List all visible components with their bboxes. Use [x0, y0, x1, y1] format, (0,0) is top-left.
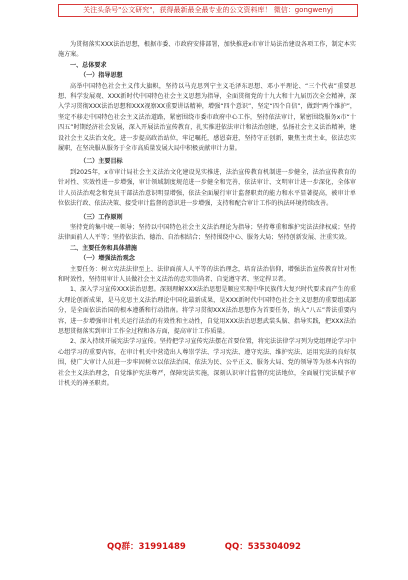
intro-paragraph: 为贯彻落实XXX法治思想，根据市委、市政府安排部署，加快推进x市审计局法治建设各项工作，制定本实施方案。 — [58, 41, 356, 59]
paragraph-task-2: 2、深入持续开展宪法学习宣传。坚持把学习宣传宪法摆在首要位置，将宪法法律学习列为党组理论学习中心组学习的重要内容，在审计机关中营造出人尊崇学法、学习宪法、遵守宪法、维护宪法、运用宪法的良好氛围，使广大审计人员进一步牢固树立以依法治国、依法为民、公平正义、服务大局、党的领导等为基本内容的社会主义法治理念，自觉维护宪法尊严，保障宪法实施，深刻认识审计监督的宪法地位，全面履行宪法赋予审计机关的神圣职责。 — [58, 338, 356, 387]
subheading-main-goals: （二）主要目标 — [80, 158, 123, 166]
subheading-rule-of-law: （一）增强法治观念 — [80, 255, 135, 263]
subheading-guiding-thought: （一）指导思想 — [80, 72, 123, 80]
header-banner[interactable]: 关注头条号"公文研究"，获得最新最全最专业的公文资料库！ 微信：gongwenyj — [58, 4, 358, 17]
paragraph-main-goals: 到2025年，x市审计局社会主义法治文化建设见实推进，法治宣传教育机制进一步健全，法治宣传教育的针对性、实效性进一步增强，审计领域制度规范进一步健全和完善，依法审计、文明审计进一步深化，全体审计人员法治观念和党员干部法治意识明显增强，依法全面履行审计监督职责的能力和水平显著提高，被审计单位依法行政、依法决策、接受审计监督的意识进一步增强，支持和配合审计工作的执法环境持续改善。 — [58, 168, 356, 208]
footer-contacts — [0, 540, 408, 552]
section-heading-2: 二、主要任务和具体措施 — [70, 244, 138, 252]
footer-qq-1: QQ群：31991489 — [107, 542, 186, 552]
subheading-principles: （三）工作原则 — [80, 213, 123, 221]
paragraph-guiding-thought: 高举中国特色社会主义伟大旗帜，坚持以马克思列宁主义毛泽东思想、邓小平理论、“三个代表”重要思想、科学发展观、XXX新时代中国特色社会主义思想为指导，全面贯彻党的十九大和十九届历次全会精神，深入学习贯彻XXX法治思想和XXX视察XX重要讲话精神，增强“四个意识”，坚定“四个自信”，做到“两个维护”，坚定不移走中国特色社会主义法治道路，紧密围绕市委市政府中心工作，坚持依法审计，紧密围绕服务x市“十四五”时期经济社会发展，深入开展法治宣传教育，扎实推进依法审计和法治创建，弘扬社会主义法治精神，建设社会主义法治文化，进一步提高政治站位，牢记嘱托，感恩奋进，坚持守正创新，聚焦主责主业，依法忠实履职，在坚决服从服务于全市高质量发展大局中积极贡献审计力量。 — [58, 82, 356, 153]
footer-qq-2: QQ：535304092 — [224, 542, 301, 552]
paragraph-task-1: 1、深入学习宣传XXX法治思想。深刻理解XXX法治思想是顺应实现中华民族伟大复兴时代要求而产生的重大理论创新成果，是马克思主义法治理论中国化最新成果，是XXX新时代中国特色社会主义思想的重要组成部分，是全面依法治国的根本遵循和行动指南。将学习贯彻XXX法治思想作为首要任务，纳入“八五”普法重要内容，进一步增强审计机关运行法治的有效性和主动性，自觉用XXX法治思想武装头脑、指导实践，把XXX法治思想贯彻落实到审计工作全过程和各方面，提高审计工作质量。 — [58, 286, 356, 335]
section-heading-1: 一、总体要求 — [70, 61, 107, 69]
paragraph-main-tasks: 主要任务：树立宪法法律至上、法律面前人人平等的法治理念，培育法治信仰，增强法治宣传教育针对性和时效性，坚持用审计人员做社会主义法治的忠实崇尚者、自觉遵守者、坚定捍卫者。 — [58, 265, 356, 283]
paragraph-principles: 坚持党的集中统一领导；坚持以中国特色社会主义法治理论为指导；坚持尊重和维护宪法法律权威；坚持法律面前人人平等；坚持依法治、德治、自治相结合；坚持围绕中心、服务大局；坚持创新发展、注重实效。 — [58, 223, 356, 242]
document-body — [58, 40, 356, 389]
